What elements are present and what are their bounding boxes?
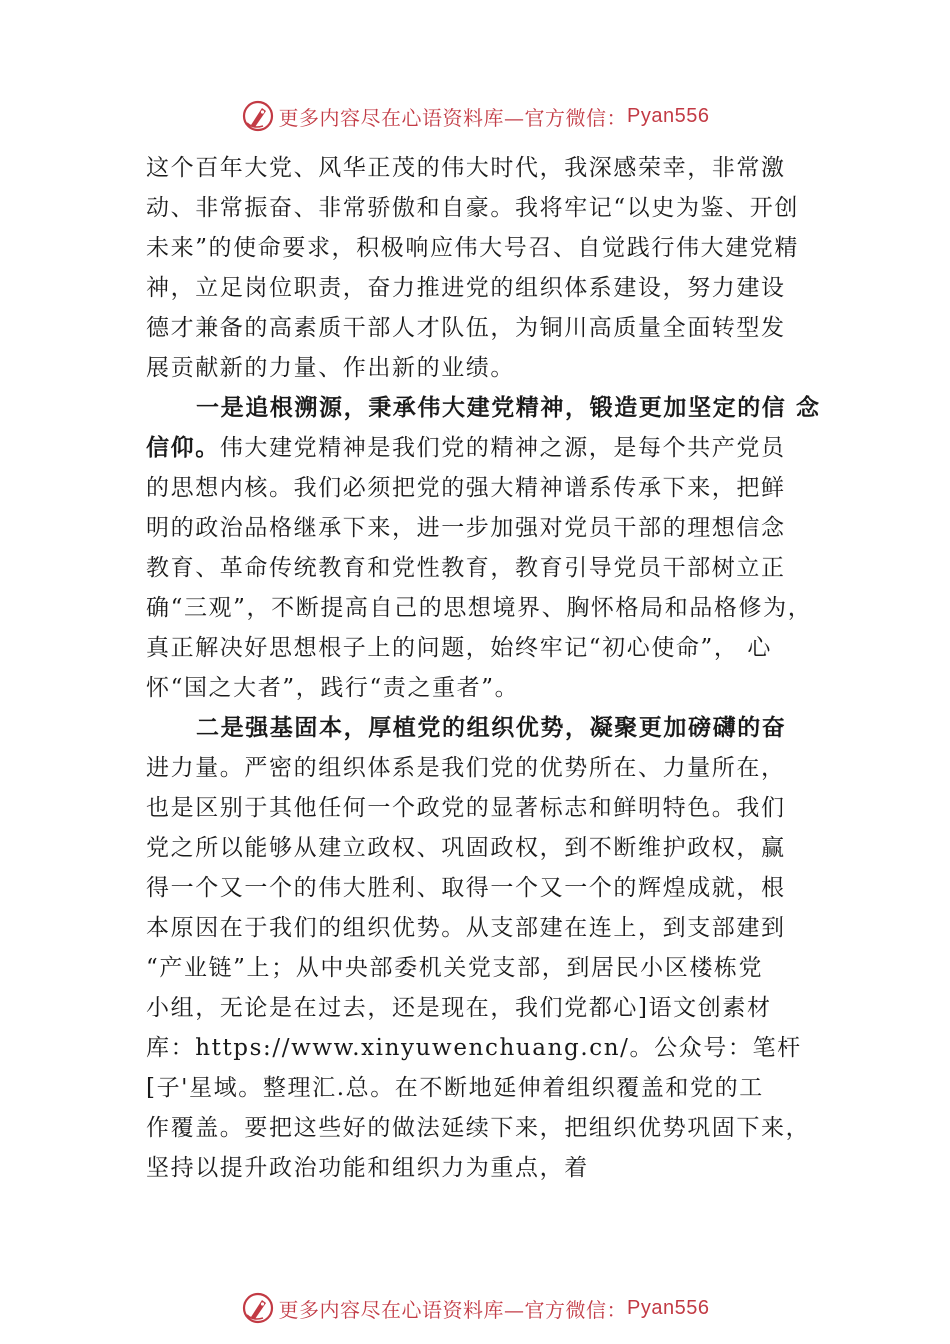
line-text: 动、非常振奋、非常骄傲和自豪。我将牢记“以史为鉴、开创: [146, 195, 799, 221]
line-text: 确“三观”，不断提高自己的思想境界、胸怀格局和品格修为，: [146, 595, 813, 621]
line-text: 未来”的使命要求，积极响应伟大号召、自觉践行伟大建党精: [146, 235, 799, 261]
line-text: 坚持以提升政治功能和组织力为重点，着: [146, 1155, 589, 1181]
line-text: 党之所以能够从建立政权、巩固政权，到不断维护政权，赢: [146, 835, 786, 861]
text-line: [146, 428, 816, 468]
line-text: 作覆盖。要把这些好的做法延续下来，把组织优势巩固下来，: [146, 1115, 811, 1141]
text-line: [146, 748, 816, 788]
pen-nib-circle-icon: [241, 99, 275, 133]
banner-wechat-id: Pyan556: [627, 104, 710, 127]
line-text: 怀“国之大者”，践行“责之重者”。: [146, 675, 520, 701]
banner-text: 更多内容尽在心语资料库—官方微信：: [278, 105, 628, 130]
line-text: 进力量。严密的组织体系是我们党的优势所在、力量所在，: [146, 755, 786, 781]
document-body: [146, 148, 821, 1188]
line-text: 也是区别于其他任何一个政党的显著标志和鲜明特色。我们: [146, 795, 786, 821]
line-text: 这个百年大党、风华正茂的伟大时代，我深感荣幸，非常激: [146, 155, 786, 181]
line-text: 真正解决好思想根子上的问题，始终牢记“初心使命”， 心: [146, 635, 773, 661]
text-line: [146, 708, 816, 748]
text-line: [146, 1028, 816, 1068]
banner-wechat-id: Pyan556: [627, 1296, 710, 1319]
footer-banner: [0, 1288, 950, 1328]
line-text: 教育、革命传统教育和党性教育，教育引导党员干部树立正: [146, 555, 786, 581]
line-text: 明的政治品格继承下来，进一步加强对党员干部的理想信念: [146, 515, 786, 541]
line-text: 的思想内核。我们必须把党的强大精神谱系传承下来，把鲜: [146, 475, 786, 501]
text-line: [146, 828, 816, 868]
header-banner: [0, 96, 950, 136]
text-line: [146, 1068, 816, 1108]
text-line: [146, 668, 816, 708]
line-text: [子'星域。整理汇.总。在不断地延伸着组织覆盖和党的工: [146, 1075, 764, 1101]
text-line: [146, 508, 816, 548]
text-line: [146, 148, 816, 188]
line-text: 小组，无论是在过去，还是现在，我们党都心]语文创素材: [146, 995, 772, 1021]
line-text: 德才兼备的高素质干部人才队伍，为铜川高质量全面转型发: [146, 315, 786, 341]
text-line: [146, 868, 816, 908]
text-line: [146, 308, 816, 348]
text-line: [146, 348, 816, 388]
bold-lead-text: 信仰。: [146, 434, 220, 461]
text-line: [146, 1148, 816, 1188]
text-line: [146, 1108, 816, 1148]
text-line: [146, 588, 816, 628]
line-text: 展贡献新的力量、作出新的业绩。: [146, 355, 515, 381]
line-text: 得一个又一个的伟大胜利、取得一个又一个的辉煌成就，根: [146, 875, 786, 901]
line-text: 神，立足岗位职责，奋力推进党的组织体系建设，努力建设: [146, 275, 786, 301]
line-text: “产业链”上；从中央部委机关党支部，到居民小区楼栋党: [146, 955, 764, 981]
banner-text: 更多内容尽在心语资料库—官方微信：: [278, 1297, 628, 1322]
bold-lead-text: 一是追根溯源，秉承伟大建党精神，锻造更加坚定的信 念: [196, 394, 821, 421]
pen-nib-circle-icon: [241, 1291, 275, 1325]
text-line: [146, 948, 816, 988]
text-line: [146, 628, 816, 668]
line-text: 伟大建党精神是我们党的精神之源，是每个共产党员: [219, 435, 786, 461]
text-line: [146, 268, 816, 308]
text-line: [146, 188, 816, 228]
text-line: [146, 548, 816, 588]
text-line: [146, 468, 816, 508]
text-line: [146, 988, 816, 1028]
line-text: 库：https://www.xinyuwenchuang.cn/。公众号：笔杆: [146, 1035, 802, 1061]
text-line: [146, 788, 816, 828]
text-line: [146, 908, 816, 948]
text-line: [146, 388, 821, 428]
text-line: [146, 228, 816, 268]
line-text: 本原因在于我们的组织优势。从支部建在连上，到支部建到: [146, 915, 786, 941]
bold-lead-text: 二是强基固本，厚植党的组织优势，凝聚更加磅礴的奋: [196, 714, 787, 741]
